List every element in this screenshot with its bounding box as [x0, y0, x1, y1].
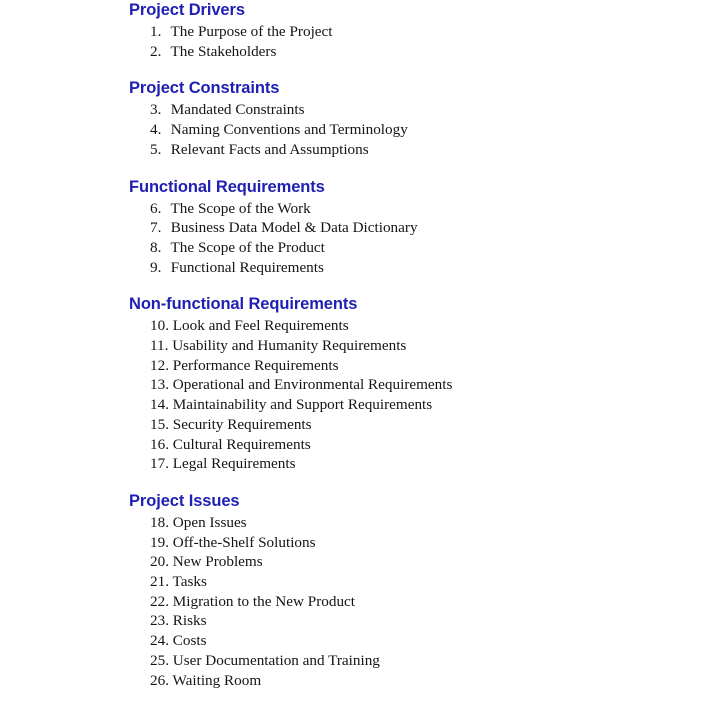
list-item-number: 24.	[150, 632, 169, 650]
list-item	[0, 533, 722, 553]
list-item-label: Tasks	[172, 573, 207, 591]
list-item-number: 13.	[150, 376, 169, 394]
section-item-list	[0, 22, 722, 61]
list-item-number: 23.	[150, 612, 169, 630]
list-item-label: Mandated Constraints	[170, 101, 305, 119]
section-item-list	[0, 100, 722, 159]
list-item-label: Performance Requirements	[172, 356, 339, 374]
document-section	[0, 491, 722, 690]
list-item-label: Cultural Requirements	[172, 435, 311, 453]
list-item-number: 25.	[150, 651, 169, 669]
list-item	[0, 513, 722, 533]
list-item-number: 7.	[150, 219, 162, 237]
section-heading: Project Issues	[129, 491, 240, 510]
list-item-label: Legal Requirements	[172, 455, 296, 473]
list-item-number: 5.	[150, 140, 162, 158]
list-item-label: Open Issues	[172, 513, 247, 531]
list-item	[0, 454, 722, 474]
list-item-number: 8.	[150, 238, 162, 256]
list-item-number: 2.	[150, 42, 162, 60]
list-item	[0, 42, 722, 62]
list-item	[0, 336, 722, 356]
list-item-number: 4.	[150, 121, 162, 139]
list-item-label: Functional Requirements	[170, 258, 324, 276]
list-item-label: User Documentation and Training	[172, 651, 380, 669]
list-item-number: 20.	[150, 553, 169, 571]
list-item	[0, 238, 722, 258]
list-item-label: The Scope of the Work	[170, 199, 311, 217]
document-section	[0, 177, 722, 278]
list-item	[0, 572, 722, 592]
list-item-label: Security Requirements	[172, 415, 312, 433]
document-section	[0, 78, 722, 159]
list-item-label: Operational and Environmental Requirements	[172, 376, 453, 394]
list-item-label: Relevant Facts and Assumptions	[170, 140, 369, 158]
list-item	[0, 611, 722, 631]
list-item-number: 22.	[150, 592, 169, 610]
list-item	[0, 395, 722, 415]
list-item-number: 1.	[150, 23, 162, 40]
list-item	[0, 100, 722, 120]
list-item-label: The Purpose of the Project	[170, 23, 333, 40]
list-item-label: Naming Conventions and Terminology	[170, 121, 408, 139]
section-heading: Non-functional Requirements	[129, 295, 358, 314]
section-item-list	[0, 513, 722, 690]
document-section	[0, 0, 722, 61]
list-item	[0, 552, 722, 572]
list-item-number: 26.	[150, 671, 169, 689]
section-item-list	[0, 199, 722, 278]
list-item-number: 3.	[150, 101, 162, 119]
list-item-number: 21.	[150, 573, 169, 591]
list-item-number: 11.	[150, 337, 169, 355]
list-item	[0, 356, 722, 376]
list-item	[0, 218, 722, 238]
list-item-label: Usability and Humanity Requirements	[172, 337, 407, 355]
list-item-number: 16.	[150, 435, 169, 453]
list-item-label: Costs	[172, 632, 207, 650]
section-item-list	[0, 316, 722, 474]
list-item-label: The Stakeholders	[170, 42, 277, 60]
list-item-label: Risks	[172, 612, 207, 630]
list-item-number: 14.	[150, 396, 169, 414]
list-item-number: 19.	[150, 533, 169, 551]
list-item-label: The Scope of the Product	[170, 238, 325, 256]
list-item	[0, 375, 722, 395]
list-item-label: Maintainability and Support Requirements	[172, 396, 433, 414]
section-heading: Project Constraints	[129, 79, 280, 98]
list-item-number: 18.	[150, 513, 169, 531]
section-heading: Project Drivers	[129, 1, 245, 19]
list-item	[0, 631, 722, 651]
list-item-label: New Problems	[172, 553, 263, 571]
list-item	[0, 199, 722, 219]
list-item-label: Look and Feel Requirements	[172, 317, 349, 335]
document-section	[0, 294, 722, 474]
list-item-label: Migration to the New Product	[172, 592, 356, 610]
list-item	[0, 140, 722, 160]
list-item	[0, 592, 722, 612]
list-item-label: Waiting Room	[172, 671, 262, 689]
list-item-label: Business Data Model & Data Dictionary	[170, 219, 418, 237]
list-item	[0, 435, 722, 455]
list-item-number: 15.	[150, 415, 169, 433]
list-item-number: 6.	[150, 199, 162, 217]
list-item-number: 17.	[150, 455, 169, 473]
list-item	[0, 316, 722, 336]
list-item-label: Off-the-Shelf Solutions	[172, 533, 316, 551]
list-item-number: 10.	[150, 317, 169, 335]
section-heading: Functional Requirements	[129, 177, 325, 196]
list-item	[0, 258, 722, 278]
list-item	[0, 651, 722, 671]
list-item	[0, 22, 722, 42]
list-item-number: 9.	[150, 258, 162, 276]
list-item	[0, 415, 722, 435]
list-item-number: 12.	[150, 356, 169, 374]
list-item	[0, 671, 722, 691]
list-item	[0, 120, 722, 140]
